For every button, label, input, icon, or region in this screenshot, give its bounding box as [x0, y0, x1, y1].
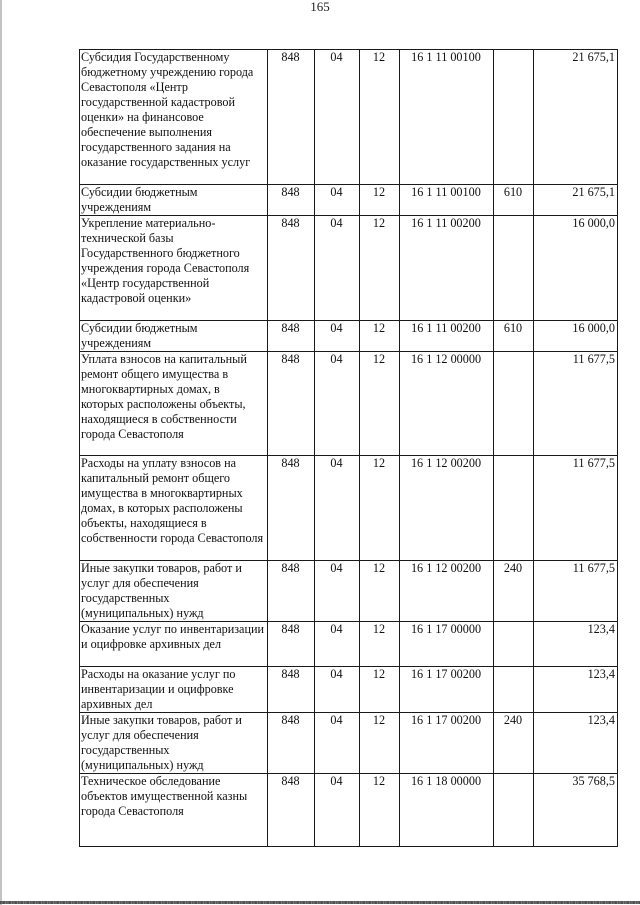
row-rz: 04	[315, 561, 360, 622]
table-row	[80, 774, 618, 847]
row-glava: 848	[268, 622, 315, 667]
table-row	[80, 321, 618, 352]
row-vr: 240	[494, 561, 534, 622]
row-sum: 123,4	[534, 713, 618, 774]
row-vr	[494, 352, 534, 456]
table-row	[80, 561, 618, 622]
row-csr: 16 1 12 00000	[400, 352, 494, 456]
row-glava: 848	[268, 713, 315, 774]
table-row	[80, 50, 618, 185]
row-name: Иные закупки товаров, работ и услуг для обеспечения государственных (муниципальных) нужд	[80, 713, 268, 774]
row-vr	[494, 667, 534, 713]
row-glava: 848	[268, 561, 315, 622]
row-rz: 04	[315, 216, 360, 321]
row-csr: 16 1 17 00200	[400, 667, 494, 713]
scan-artifact-line	[0, 901, 640, 904]
table-row	[80, 352, 618, 456]
row-vr	[494, 216, 534, 321]
table-body	[80, 50, 618, 847]
row-vr	[494, 50, 534, 185]
row-name: Техническое обследование объектов имущественной казны города Севастополя	[80, 774, 268, 847]
row-glava: 848	[268, 185, 315, 216]
row-vr: 610	[494, 185, 534, 216]
row-csr: 16 1 11 00100	[400, 50, 494, 185]
row-pr: 12	[360, 50, 400, 185]
row-rz: 04	[315, 774, 360, 847]
row-name: Уплата взносов на капитальный ремонт общего имущества в многоквартирных домах, в которых расположены объекты, находящиеся в собственности города Севастополя	[80, 352, 268, 456]
row-csr: 16 1 18 00000	[400, 774, 494, 847]
table-row	[80, 185, 618, 216]
row-glava: 848	[268, 50, 315, 185]
scan-edge	[0, 0, 2, 905]
row-glava: 848	[268, 321, 315, 352]
row-glava: 848	[268, 352, 315, 456]
row-vr	[494, 456, 534, 561]
table-row	[80, 622, 618, 667]
row-pr: 12	[360, 456, 400, 561]
row-rz: 04	[315, 352, 360, 456]
row-vr	[494, 774, 534, 847]
row-pr: 12	[360, 667, 400, 713]
row-sum: 11 677,5	[534, 561, 618, 622]
row-sum: 16 000,0	[534, 216, 618, 321]
row-pr: 12	[360, 321, 400, 352]
row-rz: 04	[315, 50, 360, 185]
row-csr: 16 1 11 00100	[400, 185, 494, 216]
row-sum: 21 675,1	[534, 185, 618, 216]
row-pr: 12	[360, 185, 400, 216]
row-name: Иные закупки товаров, работ и услуг для обеспечения государственных (муниципальных) нужд	[80, 561, 268, 622]
row-csr: 16 1 12 00200	[400, 561, 494, 622]
row-glava: 848	[268, 216, 315, 321]
row-glava: 848	[268, 774, 315, 847]
row-vr: 610	[494, 321, 534, 352]
row-sum: 11 677,5	[534, 352, 618, 456]
row-pr: 12	[360, 352, 400, 456]
row-glava: 848	[268, 667, 315, 713]
table-row	[80, 216, 618, 321]
row-sum: 21 675,1	[534, 50, 618, 185]
row-sum: 35 768,5	[534, 774, 618, 847]
row-name: Укрепление материально-технической базы Государственного бюджетного учреждения города Севастополя «Центр государственной кадастровой оценки»	[80, 216, 268, 321]
row-rz: 04	[315, 321, 360, 352]
row-name: Субсидия Государственному бюджетному учреждению города Севастополя «Центр государственной кадастровой оценки» на финансовое обеспечение выполнения государственного задания на оказание государственных услуг	[80, 50, 268, 185]
row-rz: 04	[315, 456, 360, 561]
row-rz: 04	[315, 622, 360, 667]
row-pr: 12	[360, 622, 400, 667]
row-csr: 16 1 11 00200	[400, 216, 494, 321]
row-csr: 16 1 17 00000	[400, 622, 494, 667]
table-row	[80, 456, 618, 561]
row-name: Расходы на оказание услуг по инвентаризации и оцифровке архивных дел	[80, 667, 268, 713]
table-row	[80, 713, 618, 774]
row-sum: 123,4	[534, 667, 618, 713]
row-csr: 16 1 11 00200	[400, 321, 494, 352]
row-sum: 123,4	[534, 622, 618, 667]
row-pr: 12	[360, 713, 400, 774]
row-csr: 16 1 12 00200	[400, 456, 494, 561]
row-pr: 12	[360, 216, 400, 321]
row-rz: 04	[315, 667, 360, 713]
row-vr	[494, 622, 534, 667]
table-row	[80, 667, 618, 713]
row-name: Субсидии бюджетным учреждениям	[80, 321, 268, 352]
row-rz: 04	[315, 713, 360, 774]
row-name: Расходы на уплату взносов на капитальный ремонт общего имущества в многоквартирных домах, в которых расположены объекты, находящиеся в собственности города Севастополя	[80, 456, 268, 561]
budget-table	[79, 49, 618, 847]
row-vr: 240	[494, 713, 534, 774]
page-number: 165	[310, 0, 330, 14]
row-csr: 16 1 17 00200	[400, 713, 494, 774]
row-pr: 12	[360, 561, 400, 622]
row-name: Оказание услуг по инвентаризации и оцифровке архивных дел	[80, 622, 268, 667]
row-sum: 11 677,5	[534, 456, 618, 561]
row-name: Субсидии бюджетным учреждениям	[80, 185, 268, 216]
row-glava: 848	[268, 456, 315, 561]
row-rz: 04	[315, 185, 360, 216]
row-sum: 16 000,0	[534, 321, 618, 352]
row-pr: 12	[360, 774, 400, 847]
